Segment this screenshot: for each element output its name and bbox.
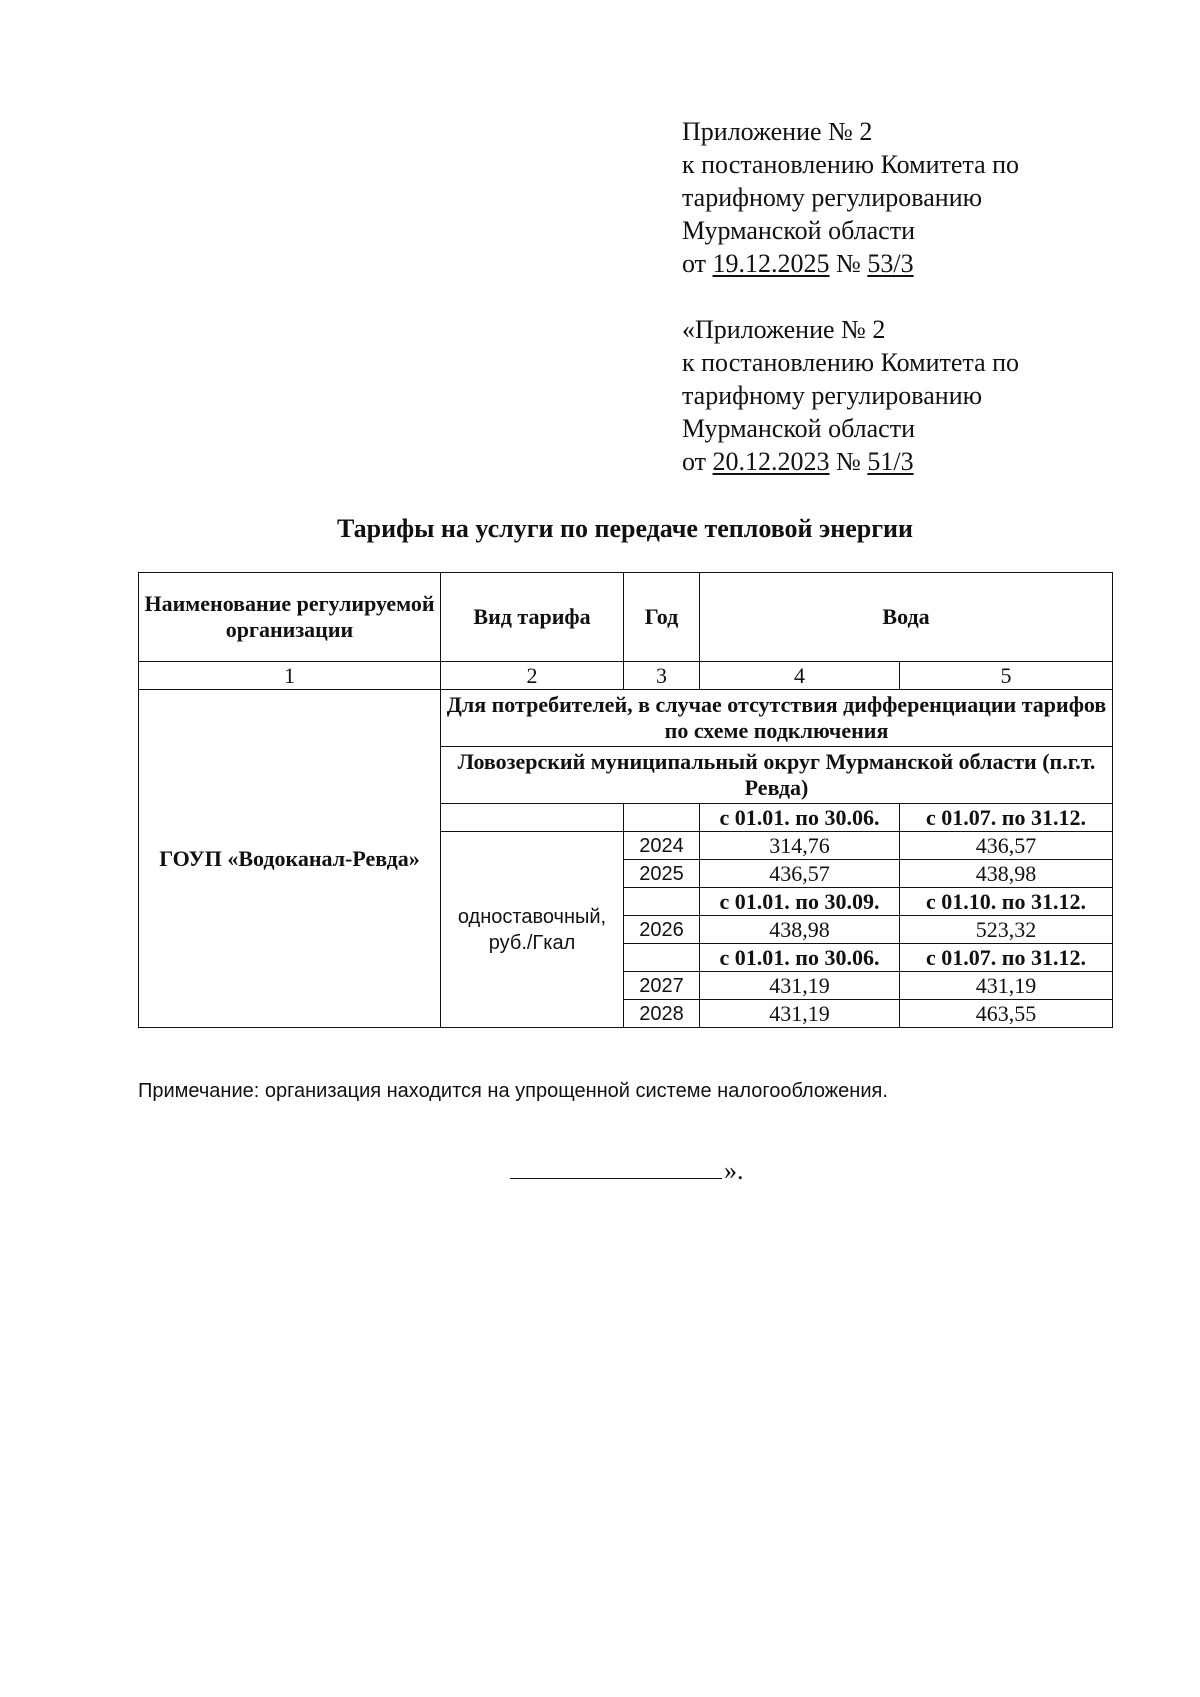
- empty-cell: [624, 804, 700, 832]
- column-number: 4: [700, 662, 900, 690]
- annex-line: к постановлению Комитета по: [682, 348, 1020, 377]
- tariff-value: 431,19: [700, 972, 900, 1000]
- consumer-group-label: Для потребителей, в случае отсутствия дифференциации тарифов по схеме подключения: [441, 690, 1113, 747]
- tariff-table: [138, 572, 1113, 1028]
- tariff-value: 438,98: [700, 916, 900, 944]
- empty-cell: [624, 944, 700, 972]
- tariff-value: 436,57: [900, 832, 1113, 860]
- year-cell: 2025: [624, 860, 700, 888]
- annex-line: Мурманской области: [682, 216, 915, 245]
- period-header: с 01.07. по 31.12.: [900, 944, 1113, 972]
- annex-line: тарифному регулированию: [682, 183, 983, 212]
- column-number: 3: [624, 662, 700, 690]
- annex-line: тарифному регулированию: [682, 381, 983, 410]
- annex-line: Приложение № 2: [682, 117, 873, 146]
- tariff-value: 438,98: [900, 860, 1113, 888]
- tariff-value: 431,19: [700, 1000, 900, 1028]
- tariff-value: 314,76: [700, 832, 900, 860]
- decree-number: 53/3: [867, 249, 914, 278]
- year-cell: 2026: [624, 916, 700, 944]
- decree-date: 20.12.2023: [712, 447, 830, 476]
- prior-annex-header: [682, 313, 1019, 478]
- period-header: с 01.01. по 30.06.: [700, 944, 900, 972]
- empty-cell: [624, 888, 700, 916]
- territory-label: Ловозерский муниципальный округ Мурманской области (п.г.т. Ревда): [441, 747, 1113, 804]
- table-note: Примечание: организация находится на упрощенной системе налогообложения.: [138, 1080, 888, 1102]
- header-year: Год: [624, 573, 700, 662]
- year-cell: 2027: [624, 972, 700, 1000]
- annex-date-line: [682, 247, 1019, 280]
- period-header: с 01.07. по 31.12.: [900, 804, 1113, 832]
- header-water: Вода: [700, 573, 1113, 662]
- document-title: Тарифы на услуги по передаче тепловой энергии: [336, 514, 914, 543]
- year-cell: 2028: [624, 1000, 700, 1028]
- annex-line: «Приложение № 2: [682, 315, 886, 344]
- period-header: с 01.01. по 30.06.: [700, 804, 900, 832]
- number-prefix: №: [836, 447, 861, 476]
- header-tariff-type: Вид тарифа: [441, 573, 624, 662]
- column-number: 2: [441, 662, 624, 690]
- annex-line: к постановлению Комитета по: [682, 150, 1020, 179]
- header-organization: Наименование регулируемой организации: [139, 573, 441, 662]
- date-prefix: от: [682, 249, 707, 278]
- period-header: с 01.01. по 30.09.: [700, 888, 900, 916]
- annex-date-line: [682, 445, 1019, 478]
- period-header: с 01.10. по 31.12.: [900, 888, 1113, 916]
- empty-cell: [441, 804, 624, 832]
- number-prefix: №: [836, 249, 861, 278]
- annex-line: Мурманской области: [682, 414, 915, 443]
- tariff-value: 436,57: [700, 860, 900, 888]
- tariff-value: 523,32: [900, 916, 1113, 944]
- tariff-type-cell: одноставочный, руб./Гкал: [441, 832, 624, 1028]
- closing-mark: ».: [724, 1156, 744, 1185]
- tariff-value: 463,55: [900, 1000, 1113, 1028]
- annex-header: [682, 115, 1019, 280]
- closing-line: [510, 1178, 722, 1179]
- tariff-value: 431,19: [900, 972, 1113, 1000]
- year-cell: 2024: [624, 832, 700, 860]
- decree-date: 19.12.2025: [712, 249, 830, 278]
- column-number: 1: [139, 662, 441, 690]
- column-number: 5: [900, 662, 1113, 690]
- organization-name: ГОУП «Водоканал-Ревда»: [139, 690, 441, 1028]
- date-prefix: от: [682, 447, 707, 476]
- decree-number: 51/3: [867, 447, 914, 476]
